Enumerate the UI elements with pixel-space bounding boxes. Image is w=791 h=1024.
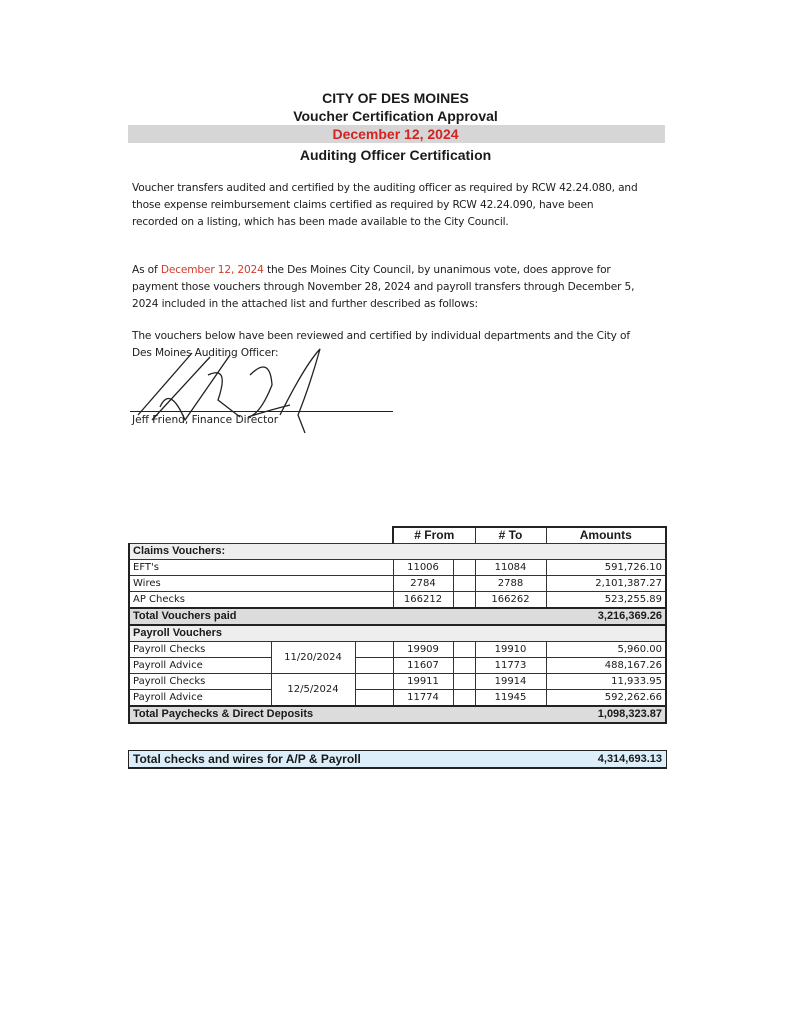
- row-to: 11945: [475, 690, 546, 707]
- row-amount: 523,255.89: [546, 592, 666, 609]
- table-row: [129, 690, 666, 707]
- payroll-date: 12/5/2024: [271, 674, 355, 707]
- header-to: # To: [475, 527, 546, 544]
- grand-total-bar: [128, 750, 667, 769]
- approval-date: December 12, 2024: [160, 264, 264, 276]
- table-row: [129, 592, 666, 609]
- row-from: 11006: [393, 560, 453, 576]
- row-amount: 488,167.26: [546, 658, 666, 674]
- paragraph-audit: Voucher transfers audited and certified by the auditing officer as required by RCW 42.24.080, and those expense reimbursement claims certified as required by RCW 42.24.090, have been recorded on a listing, which has been made available to the City Council.: [132, 182, 638, 228]
- header-amounts: Amounts: [546, 527, 666, 544]
- row-label: Payroll Checks: [129, 642, 271, 658]
- approval-text: the Des Moines City Council, by unanimous vote, does approve for payment those vouchers through November 28, 2024 and payroll transfers through December 5, 2024 included in the attached list and further described as follows:: [132, 264, 635, 310]
- row-amount: 5,960.00: [546, 642, 666, 658]
- signature-line: [130, 411, 393, 412]
- row-to: 11773: [475, 658, 546, 674]
- row-to: 19914: [475, 674, 546, 690]
- claims-section-label: Claims Vouchers:: [129, 544, 666, 560]
- row-amount: 591,726.10: [546, 560, 666, 576]
- row-label: Wires: [129, 576, 393, 592]
- row-from: 11774: [393, 690, 453, 707]
- row-amount: 2,101,387.27: [546, 576, 666, 592]
- row-label: EFT's: [129, 560, 393, 576]
- row-label: AP Checks: [129, 592, 393, 609]
- row-label: Payroll Advice: [129, 658, 271, 674]
- row-label: Payroll Advice: [129, 690, 271, 707]
- org-name: CITY OF DES MOINES: [322, 90, 469, 106]
- row-to: 2788: [475, 576, 546, 592]
- document-date: December 12, 2024: [332, 126, 459, 142]
- row-from: 11607: [393, 658, 453, 674]
- grand-total-label: Total checks and wires for A/P & Payroll: [133, 752, 361, 766]
- paragraph-approval: [132, 262, 642, 313]
- paragraph-review: The vouchers below have been reviewed and certified by individual departments and the City of Des Moines Auditing Officer:: [132, 330, 630, 359]
- table-row: [129, 560, 666, 576]
- voucher-table: [128, 526, 667, 724]
- payroll-section-row: [129, 625, 666, 642]
- document-subtitle: Auditing Officer Certification: [299, 147, 492, 163]
- payroll-section-label: Payroll Vouchers: [129, 625, 666, 642]
- table-row: [129, 576, 666, 592]
- grand-total-amount: 4,314,693.13: [597, 753, 662, 765]
- claims-section-row: [129, 544, 666, 560]
- table-row: [129, 674, 666, 690]
- row-from: 19911: [393, 674, 453, 690]
- row-amount: 11,933.95: [546, 674, 666, 690]
- table-header-row: [129, 527, 666, 544]
- claims-total-label: Total Vouchers paid: [129, 608, 546, 625]
- table-row: [129, 658, 666, 674]
- table-row: [129, 642, 666, 658]
- payroll-total-amount: 1,098,323.87: [546, 706, 666, 723]
- row-to: 166262: [475, 592, 546, 609]
- signature-mark: [130, 345, 390, 445]
- document-title: Voucher Certification Approval: [293, 108, 498, 124]
- payroll-total-label: Total Paychecks & Direct Deposits: [129, 706, 546, 723]
- row-from: 19909: [393, 642, 453, 658]
- approval-prefix: As of: [132, 264, 161, 276]
- row-from: 2784: [393, 576, 453, 592]
- row-label: Payroll Checks: [129, 674, 271, 690]
- row-from: 166212: [393, 592, 453, 609]
- row-to: 19910: [475, 642, 546, 658]
- signer-name: Jeff Friend, Finance Director: [132, 414, 279, 426]
- claims-total-amount: 3,216,369.26: [546, 608, 666, 625]
- payroll-date: 11/20/2024: [271, 642, 355, 674]
- row-amount: 592,262.66: [546, 690, 666, 707]
- row-to: 11084: [475, 560, 546, 576]
- header-from: # From: [393, 527, 475, 544]
- claims-total-row: [129, 608, 666, 625]
- payroll-total-row: [129, 706, 666, 723]
